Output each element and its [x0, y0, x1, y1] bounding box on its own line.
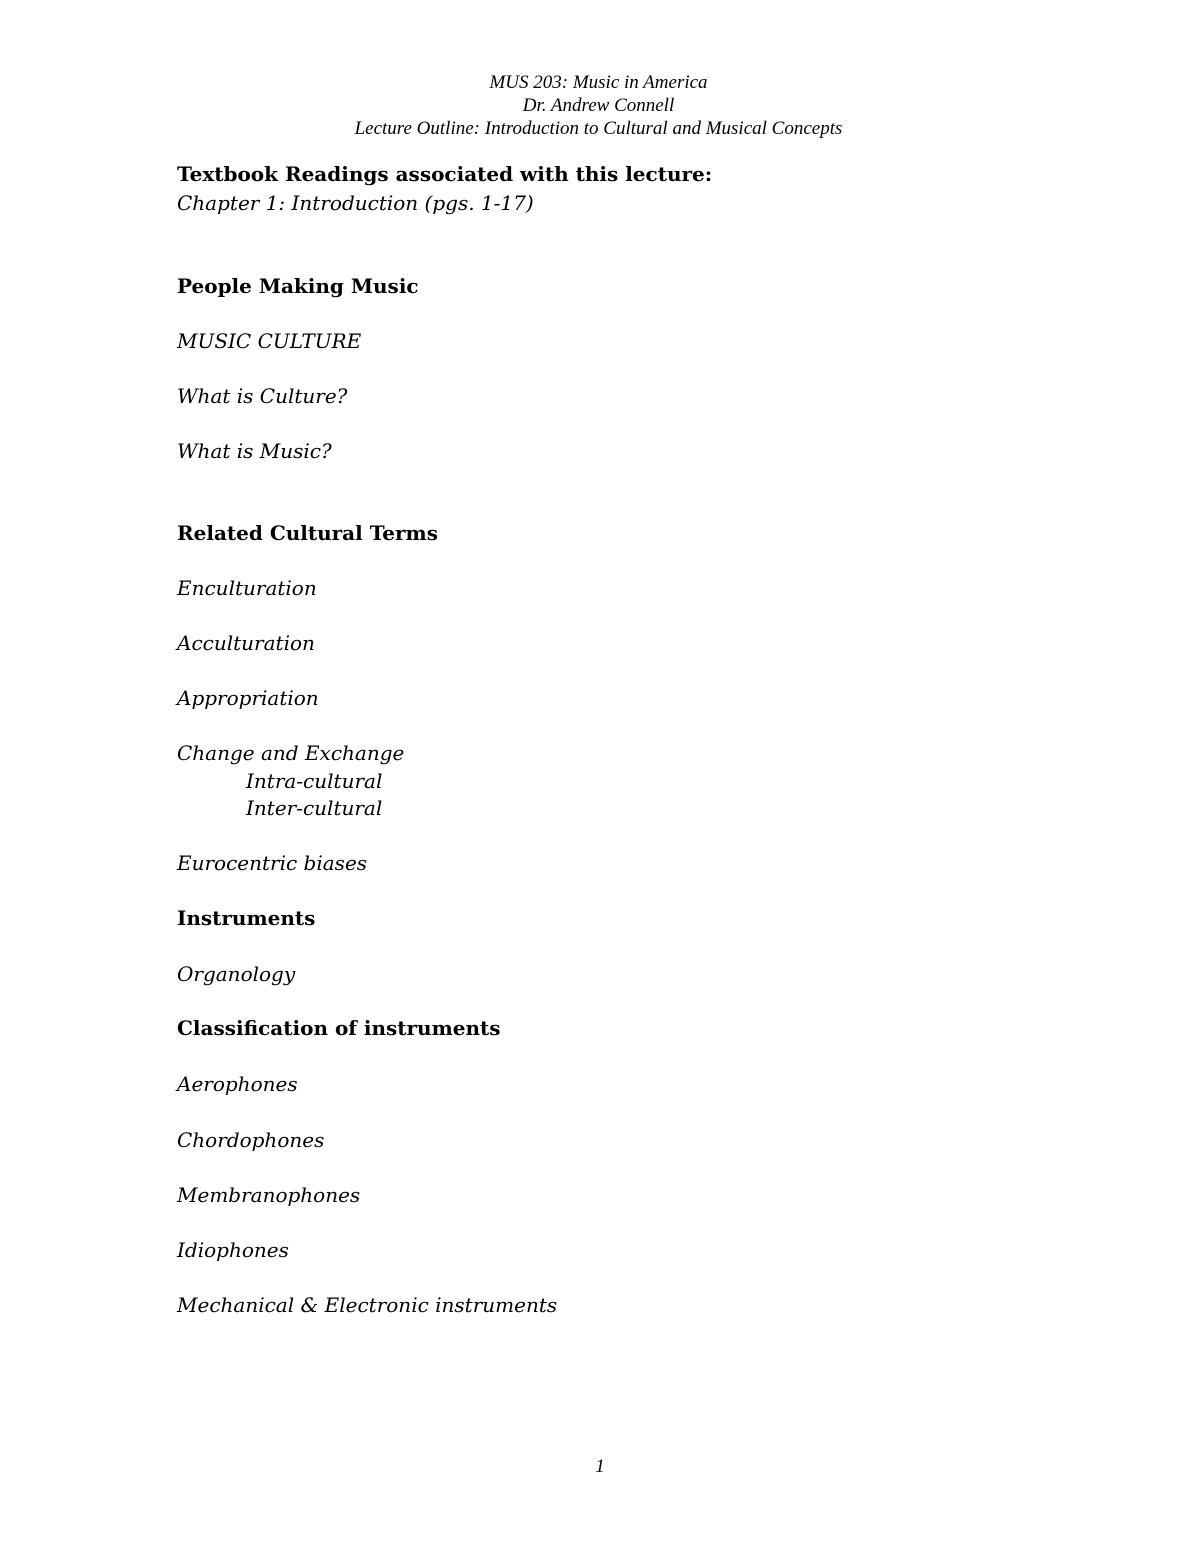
list-item: What is Music? — [177, 439, 332, 463]
sub-list-item: Intra-cultural — [246, 769, 383, 793]
section-heading-classification: Classification of instruments — [177, 1016, 501, 1040]
list-item: What is Culture? — [177, 384, 348, 408]
section-heading-people-making-music: People Making Music — [177, 274, 419, 298]
readings-heading: Textbook Readings associated with this lecture: — [177, 162, 713, 186]
list-item: Acculturation — [177, 631, 315, 655]
list-item: Idiophones — [177, 1238, 289, 1262]
list-item: Membranophones — [177, 1183, 361, 1207]
list-item: MUSIC CULTURE — [177, 329, 362, 353]
page-number: 1 — [595, 1456, 605, 1477]
list-item: Appropriation — [177, 686, 319, 710]
section-heading-related-cultural-terms: Related Cultural Terms — [177, 521, 438, 545]
section-heading-instruments: Instruments — [177, 906, 316, 930]
sub-list-item: Inter-cultural — [246, 796, 383, 820]
list-item: Mechanical & Electronic instruments — [177, 1293, 558, 1317]
list-item: Chordophones — [177, 1128, 325, 1152]
document-header — [0, 71, 1200, 140]
list-item: Aerophones — [177, 1072, 298, 1096]
list-item: Enculturation — [177, 576, 317, 600]
readings-chapter: Chapter 1: Introduction (pgs. 1-17) — [177, 191, 534, 215]
outline-title: Lecture Outline: Introduction to Cultural and Musical Concepts — [354, 118, 843, 139]
list-item: Eurocentric biases — [177, 851, 368, 875]
instructor-name: Dr. Andrew Connell — [522, 95, 675, 116]
list-item: Change and Exchange — [177, 741, 405, 765]
course-title: MUS 203: Music in America — [489, 72, 708, 93]
list-item: Organology — [177, 962, 296, 986]
